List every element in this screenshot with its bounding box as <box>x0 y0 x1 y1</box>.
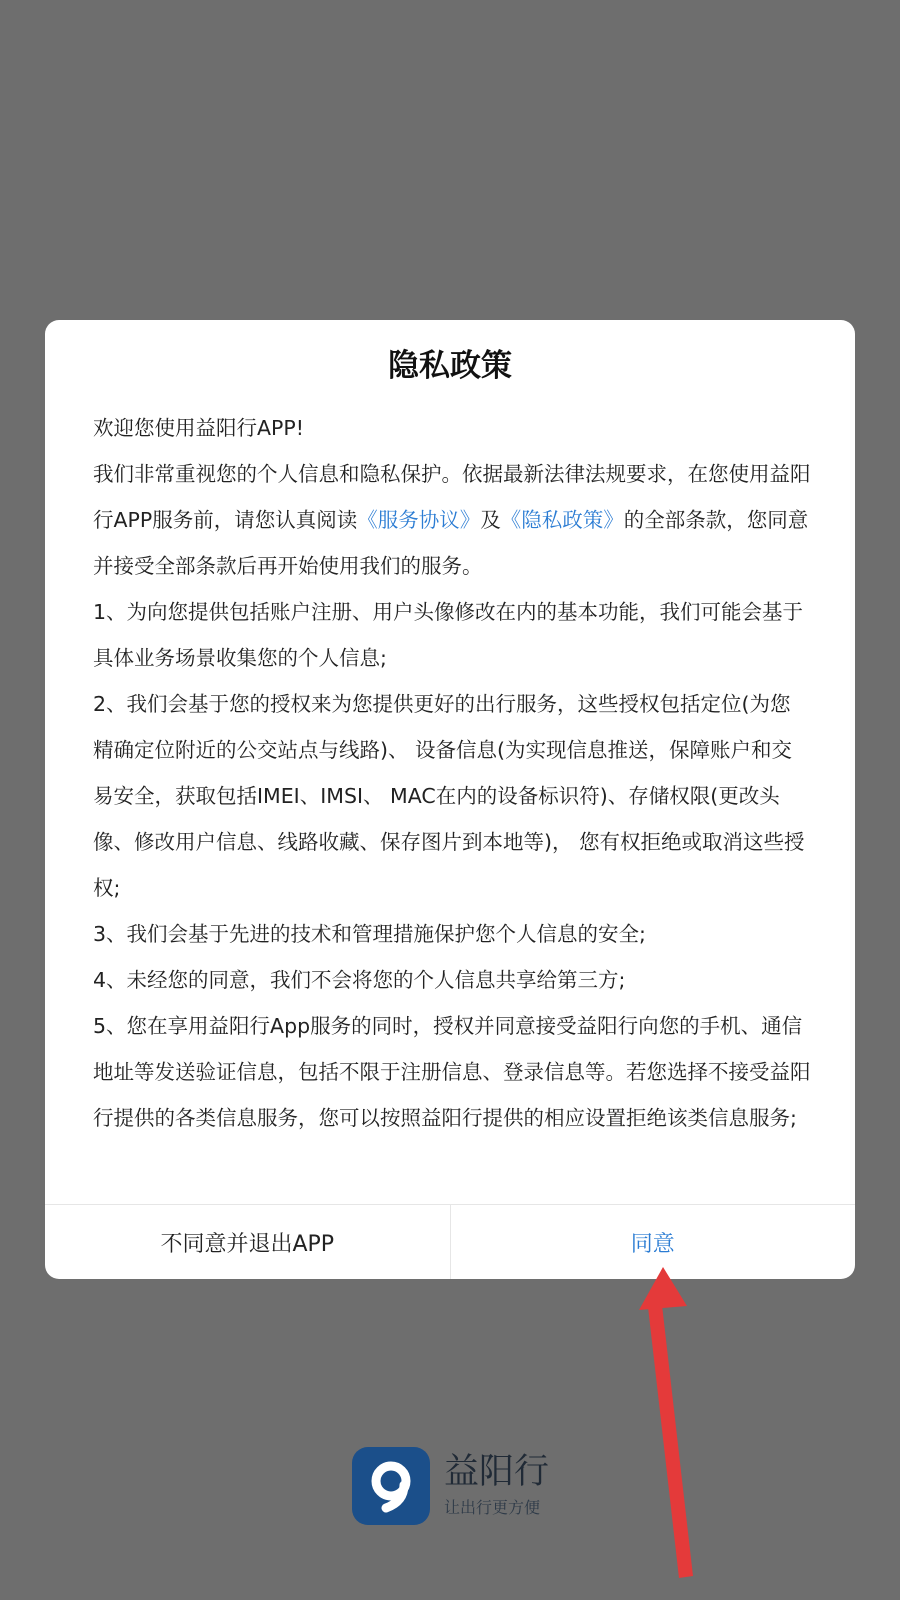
dialog-title: 隐私政策 <box>388 348 512 384</box>
policy-text-scroll[interactable] <box>93 405 811 1205</box>
service-agreement-link[interactable]: 《服务协议》 <box>357 508 481 532</box>
app-name: 益阳行 <box>444 1452 550 1492</box>
app-logo-icon <box>352 1447 430 1525</box>
policy-item-5: 5、您在享用益阳行App服务的同时，授权并同意接受益阳行向您的手机、通信地址等发送验证信息，包括不限于注册信息、登录信息等。若您选择不接受益阳行提供的各类信息服务，您可以按照益阳行提供的相应设置拒绝该类信息服务; <box>93 1014 811 1130</box>
app-branding <box>352 1447 549 1525</box>
app-logo-text <box>444 1452 549 1520</box>
intro-line-2-pre: 阳行APP服务前，请您认真阅读 <box>93 462 811 532</box>
disagree-exit-button[interactable]: 不同意并退出APP <box>45 1205 451 1279</box>
privacy-policy-dialog <box>45 320 855 1279</box>
policy-item-2: 2、我们会基于您的授权来为您提供更好的出行服务，这些授权包括定位(为您精确定位附近的公交站点与线路)、 设备信息(为实现信息推送，保障账户和交易安全，获取包括IMEI、IMSI、 MAC在内的设备标识符)、存储权限(更改头像、修改用户信息、线路收藏、保存图片到本地等)， 您有权拒绝或取消这些授权; <box>93 692 805 900</box>
intro-line-3: 同意并接受全部条款后再开始使用我们的服务。 <box>93 508 809 578</box>
app-slogan: 让出行更方便 <box>444 1498 541 1517</box>
policy-item-1: 1、为向您提供包括账户注册、用户头像修改在内的基本功能，我们可能会基于具体业务场景收集您的个人信息; <box>93 600 804 670</box>
agree-button[interactable]: 同意 <box>630 1231 675 1257</box>
privacy-policy-link[interactable]: 《隐私政策》 <box>500 508 624 532</box>
policy-item-3: 3、我们会基于先进的技术和管理措施保护您个人信息的安全; <box>93 922 646 946</box>
intro-paragraph <box>93 451 811 589</box>
intro-line-2-post: 的全部条款，您 <box>623 508 768 532</box>
intro-line-1: 我们非常重视您的个人信息和隐私保护。依据最新法律法规要求，在您使用益 <box>93 462 790 486</box>
dialog-footer <box>45 1204 855 1279</box>
policy-item-4: 4、未经您的同意，我们不会将您的个人信息共享给第三方; <box>93 968 626 992</box>
welcome-text: 欢迎您使用益阳行APP! <box>93 416 304 440</box>
intro-line-2-mid: 及 <box>480 508 501 532</box>
